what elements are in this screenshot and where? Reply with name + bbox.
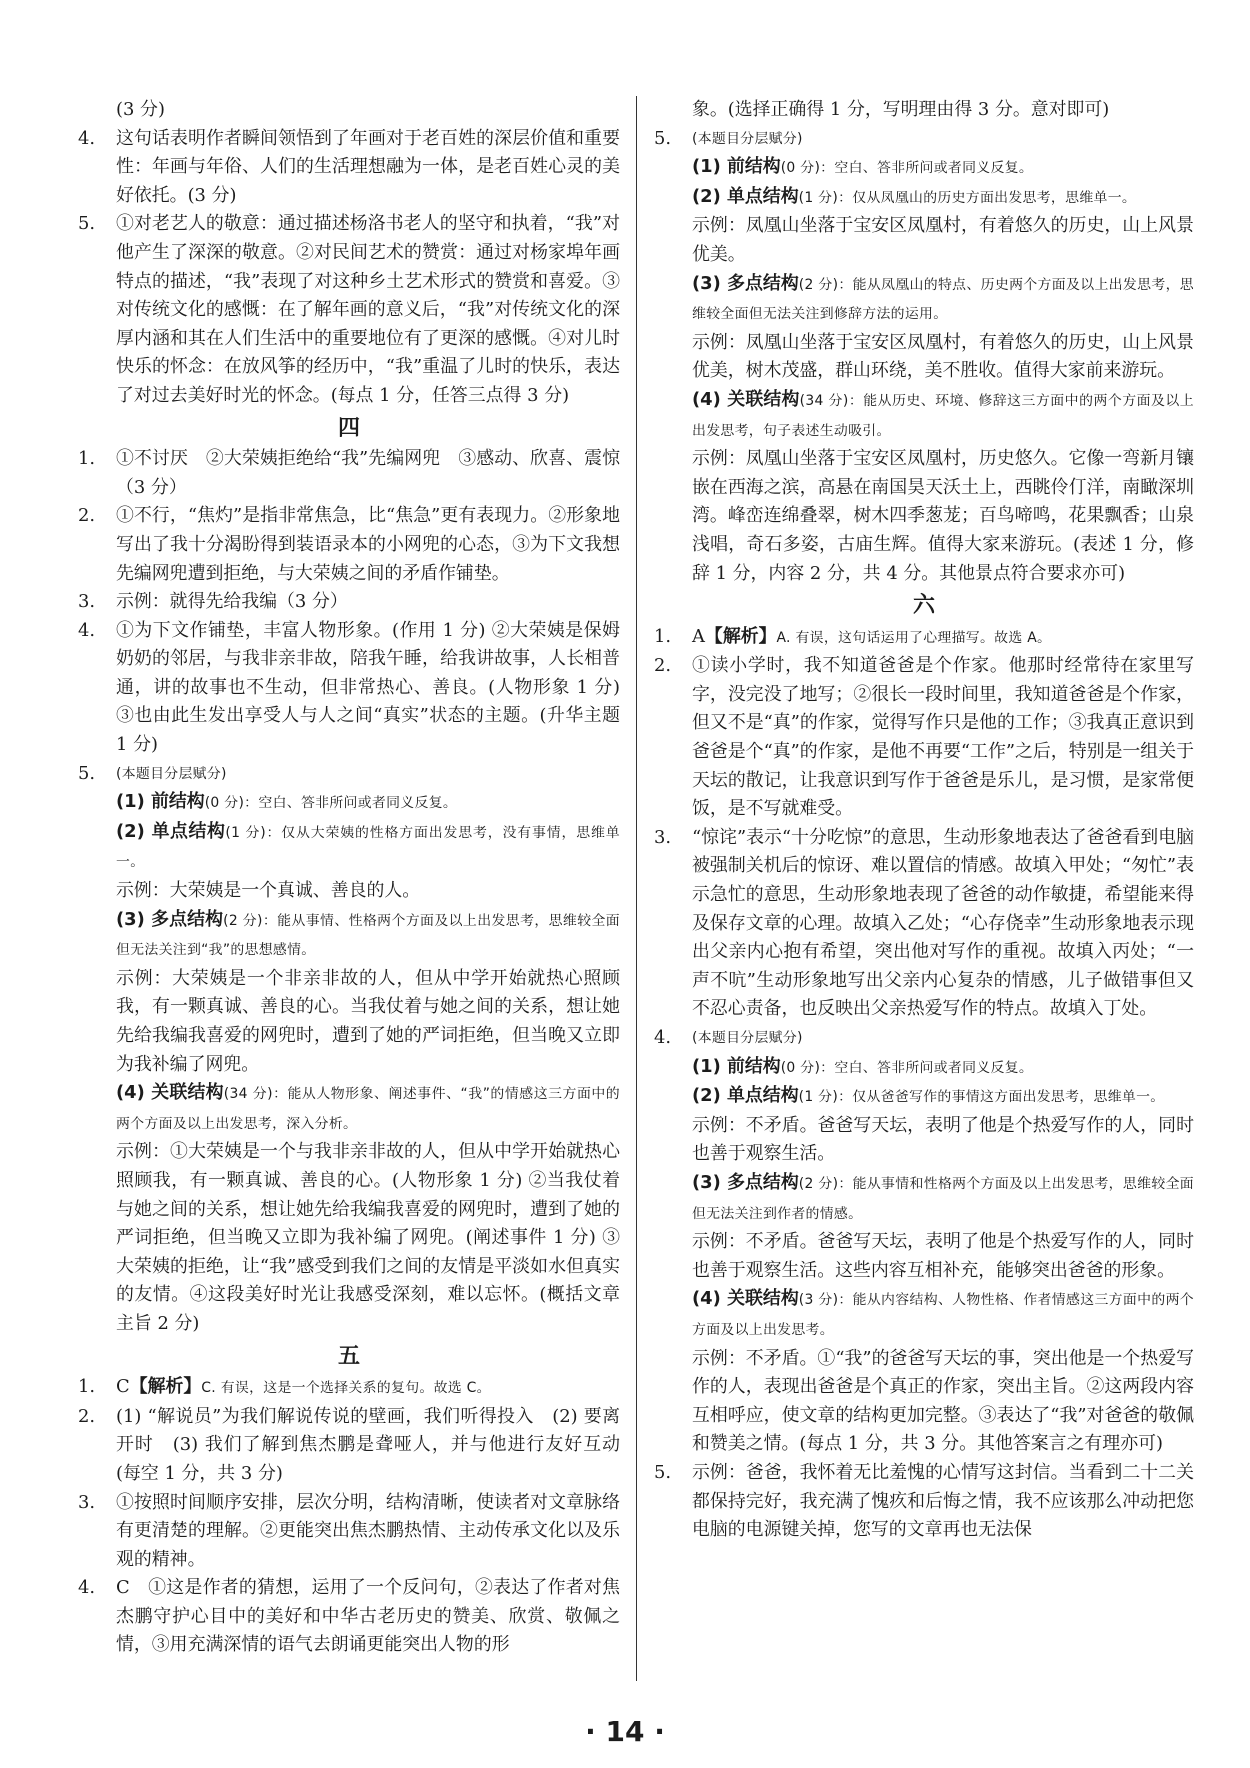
- item-number: 1.: [78, 1376, 96, 1398]
- answer-item: [654, 1024, 1194, 1053]
- item-text: ①不讨厌 ②大荣姨拒绝给“我”先编网兜 ③感动、欣喜、震惊（3 分）: [116, 448, 620, 498]
- rubric-level: [654, 1285, 1194, 1344]
- answer-item: [78, 1373, 620, 1403]
- answer-item: [78, 1489, 620, 1575]
- answer-item: [78, 1403, 638, 1489]
- answer-letter: C: [116, 1376, 130, 1398]
- rubric-level: [654, 1082, 1194, 1112]
- item-number: 4.: [78, 619, 96, 641]
- answer-item: [78, 617, 620, 760]
- answer-item: [78, 1574, 620, 1660]
- rubric-label: (3) 多点结构: [692, 1171, 799, 1193]
- rubric-text: (1 分)：仅从凤凰山的历史方面出发思考，思维单一。: [798, 189, 1137, 206]
- rubric-level: [654, 270, 1194, 329]
- item-text: 示例：爸爸，我怀着无比羞愧的心情写这封信。当看到二十二关都保持完好，我充满了愧疚和后悔之情，我不应该那么冲动把您电脑的电源键关掉，您写的文章再也无法保: [692, 1461, 1194, 1541]
- continued-text: 象。(选择正确得 1 分，写明理由得 3 分。意对即可): [692, 99, 1110, 120]
- rubric-example: 示例：①大荣姨是一个与我非亲非故的人，但从中学开始就热心照顾我，有一颗真诚、善良的心。(人物形象 1 分) ②当我仗着与她之间的关系，想让她先给我编我喜爱的网兜时，遭到了她的严词拒绝，但当晚又立即为我补编了网兜。(阐述事件 1 分) ③大荣姨的拒绝，让“我”感受到我们之间的友情是平淡如水但真实的友情。④这段美好时光让我感受深刻，难以忘怀。(概括文章主旨 2 分): [116, 1141, 620, 1334]
- rubric-text: (34 分)：能从人物形象、阐述事件、“我”的情感这三方面中的两个方面及以上出发思考，深入分析。: [116, 1086, 620, 1132]
- section-heading: 六: [912, 592, 935, 619]
- answer-item: [654, 1459, 1194, 1545]
- rubric-text: (2 分)：能从凤凰山的特点、历史两个方面及以上出发思考，思维较全面但无法关注到修辞方法的运用。: [692, 276, 1194, 323]
- item-text: 示例：就得先给我编（3 分）: [116, 591, 348, 613]
- item-text: C ①这是作者的猜想，运用了一个反问句，②表达了作者对焦杰鹏守护心目中的美好和中华古老历史的赞美、欣赏、敬佩之情，③用充满深情的语气去朗诵更能突出人物的形: [116, 1577, 620, 1656]
- item-number: 1.: [654, 625, 672, 647]
- item-text: (1) “解说员”为我们解说传说的壁画，我们听得投入 (2) 要离开时 (3) 我们了解到焦杰鹏是聋哑人，并与他进行友好互动 (每空 1 分，共 3 分): [116, 1405, 638, 1484]
- item-text: ①对老艺人的敬意：通过描述杨洛书老人的坚守和执着，“我”对他产生了深深的敬意。②对民间艺术的赞赏：通过对杨家埠年画特点的描述，“我”表现了对这种乡土艺术形式的赞赏和喜爱。③对传统文化的感慨：在了解年画的意义后，“我”对传统文化的深厚内涵和其在人们生活中的重要地位有了更深的感慨。④对儿时快乐的怀念：在放风筝的经历中，“我”重温了儿时的快乐，表达了对过去美好时光的怀念。(每点 1 分，任答三点得 3 分): [116, 213, 620, 406]
- rubric-text: (2 分)：能从事情和性格两个方面及以上出发思考，思维较全面但无法关注到作者的情感。: [692, 1175, 1194, 1222]
- rubric-level: [654, 183, 1194, 213]
- rubric-level: [654, 1169, 1194, 1228]
- rubric-level: [78, 1079, 620, 1138]
- rubric-text: (34 分)：能从历史、环境、修辞这三方面中的两个方面及以上出发思考，句子表述生动吸引。: [692, 392, 1194, 439]
- item-number: 3.: [78, 591, 96, 613]
- item-number: 4.: [654, 1027, 672, 1048]
- answer-item: [654, 652, 1194, 824]
- item-text: C. 有误，这是一个选择关系的复句。故选 C。: [201, 1380, 491, 1397]
- rubric-example: 示例：不矛盾。①“我”的爸爸写天坛的事，突出他是一个热爱写作的人，表现出爸爸是个真正的作家，突出主旨。②这两段内容互相呼应，使文章的结构更加完整。③表达了“我”对爸爸的敬佩和赞美之情。(每点 1 分，共 3 分。其他答案言之有理亦可): [692, 1347, 1194, 1455]
- section-heading: 四: [337, 414, 360, 441]
- item-number: 4.: [78, 127, 96, 149]
- rubric-label: (1) 前结构: [692, 156, 781, 178]
- rubric-example: 示例：大荣姨是一个非亲非故的人，但从中学开始就热心照顾我，有一颗真诚、善良的心。当我仗着与她之间的关系，想让她先给我编我喜爱的网兜时，遭到了她的严词拒绝，但当晚又立即为我补编了网兜。: [116, 967, 620, 1075]
- item-text: “惊诧”表示“十分吃惊”的意思，生动形象地表达了爸爸看到电脑被强制关机后的惊讶、难以置信的情感。故填入甲处；“匆忙”表示急忙的意思，生动形象地表现了爸爸的动作敏捷，希望能来得及保存文章的心理。故填入乙处；“心存侥幸”生动形象地表示现出父亲内心抱有希望，突出他对写作的重视。故填入丙处；“一声不吭”生动形象地写出父亲内心复杂的情感，儿子做错事但又不忍心责备，也反映出父亲热爱写作的特点。故填入丁处。: [692, 826, 1194, 1020]
- item-number: 4.: [78, 1577, 96, 1599]
- answer-item: [654, 824, 1194, 1024]
- rubric-level: [78, 788, 620, 818]
- item-text: (本题目分层赋分): [116, 765, 227, 782]
- rubric-level: [78, 818, 620, 877]
- left-column: [78, 96, 638, 1660]
- rubric-text: (3 分)：能从内容结构、人物性格、作者情感这三方面中的两个方面及以上出发思考。: [692, 1292, 1194, 1338]
- item-number: 5.: [654, 127, 672, 149]
- analysis-tag: 【解析】: [704, 625, 777, 647]
- rubric-text: (1 分)：仅从大荣姨的性格方面出发思考，没有事情，思维单一。: [116, 824, 620, 871]
- item-text: 这句话表明作者瞬间领悟到了年画对于老百姓的深层价值和重要性：年画与年俗、人们的生活理想融为一体，是老百姓心灵的美好依托。(3 分): [116, 127, 620, 206]
- analysis-tag: 【解析】: [129, 1376, 202, 1398]
- rubric-level: [654, 153, 1194, 183]
- answer-item: [78, 445, 620, 502]
- item-text: ①不行，“焦灼”是指非常焦急，比“焦急”更有表现力。②形象地写出了我十分渴盼得到装语录本的小网兜的心态，③为下文我想先编网兜遭到拒绝，与大荣姨之间的矛盾作铺垫。: [116, 505, 620, 584]
- answer-letter: A: [692, 625, 705, 647]
- answer-item: [654, 125, 1194, 154]
- answer-item: [78, 502, 620, 588]
- item-number: 2.: [78, 505, 96, 527]
- page-number: · 14 ·: [585, 1715, 665, 1748]
- rubric-label: (1) 前结构: [692, 1055, 781, 1077]
- rubric-example: 示例：大荣姨是一个真诚、善良的人。: [116, 880, 421, 902]
- right-column: [654, 96, 1194, 1545]
- rubric-level: [654, 1053, 1194, 1083]
- item-number: 2.: [654, 655, 672, 677]
- rubric-level: [78, 906, 620, 965]
- item-text: A. 有误，这句话运用了心理描写。故选 A。: [776, 629, 1052, 646]
- rubric-example: 示例：凤凰山坐落于宝安区凤凰村，历史悠久。它像一弯新月镶嵌在西海之滨，高悬在南国昊天沃土上，西眺伶仃洋，南瞰深圳湾。峰峦连绵叠翠，树木四季葱茏；百鸟啼鸣，花果飘香；山泉浅唱，奇石多姿，古庙生辉。值得大家来游玩。(表述 1 分，修辞 1 分，内容 2 分，共 4 分。其他景点符合要求亦可): [692, 448, 1194, 584]
- answer-item: [654, 623, 1194, 653]
- item-number: 5.: [654, 1461, 672, 1483]
- rubric-label: (3) 多点结构: [692, 272, 799, 294]
- rubric-label: (1) 前结构: [116, 791, 205, 813]
- answer-item: [78, 760, 620, 789]
- rubric-label: (4) 关联结构: [692, 388, 800, 410]
- rubric-text: (1 分)：仅从爸爸写作的事情这方面出发思考，思维单一。: [798, 1089, 1165, 1106]
- item-text: ①读小学时，我不知道爸爸是个作家。他那时经常待在家里写字，没完没了地写；②很长一段时间里，我知道爸爸是个作家，但又不是“真”的作家，觉得写作只是他的工作；③我真正意识到爸爸是个“真”的作家，是他不再要“工作”之后，特别是一组关于天坛的散记，让我意识到写作于爸爸是乐儿，是习惯，是家常便饭，是不写就难受。: [692, 655, 1194, 820]
- answer-item: [78, 210, 620, 410]
- rubric-text: (0 分)：空白、答非所问或者同义反复。: [780, 160, 1034, 177]
- answer-item: [78, 125, 620, 211]
- rubric-label: (2) 单点结构: [692, 1085, 799, 1107]
- rubric-example: 示例：不矛盾。爸爸写天坛，表明了他是个热爱写作的人，同时也善于观察生活。这些内容互相补充，能够突出爸爸的形象。: [692, 1231, 1194, 1281]
- section-heading: 五: [337, 1342, 360, 1369]
- rubric-level: [654, 386, 1194, 445]
- item-text: (本题目分层赋分): [692, 130, 803, 147]
- rubric-example: 示例：凤凰山坐落于宝安区凤凰村，有着悠久的历史，山上风景优美，树木茂盛，群山环绕，美不胜收。值得大家前来游玩。: [692, 331, 1194, 382]
- answer-item: [78, 588, 620, 617]
- rubric-label: (2) 单点结构: [116, 820, 226, 842]
- item-text: (本题目分层赋分): [692, 1030, 803, 1046]
- rubric-text: (2 分)：能从事情、性格两个方面及以上出发思考，思维较全面但无法关注到“我”的思想感情。: [116, 912, 620, 959]
- item-number: 5.: [78, 213, 96, 235]
- item-text: ①为下文作铺垫，丰富人物形象。(作用 1 分) ②大荣姨是保姆奶奶的邻居，与我非亲非故，陪我午睡，给我讲故事，人长相普通，讲的故事也不生动，但非常热心、善良。(人物形象 1 分) ③也由此生发出享受人与人之间“真实”状态的主题。(升华主题 1 分): [116, 619, 620, 756]
- score-note: (3 分): [116, 99, 165, 120]
- rubric-label: (4) 关联结构: [692, 1288, 799, 1310]
- item-number: 5.: [78, 762, 96, 784]
- rubric-text: (0 分)：空白、答非所问或者同义反复。: [780, 1059, 1034, 1076]
- item-number: 1.: [78, 448, 96, 470]
- rubric-label: (2) 单点结构: [692, 185, 799, 207]
- rubric-label: (3) 多点结构: [116, 908, 224, 930]
- rubric-label: (4) 关联结构: [116, 1082, 224, 1104]
- rubric-example: 示例：凤凰山坐落于宝安区凤凰村，有着悠久的历史，山上风景优美。: [692, 215, 1194, 265]
- item-number: 3.: [78, 1491, 96, 1513]
- rubric-text: (0 分)：空白、答非所问或者同义反复。: [204, 795, 458, 812]
- rubric-example: 示例：不矛盾。爸爸写天坛，表明了他是个热爱写作的人，同时也善于观察生活。: [692, 1114, 1194, 1165]
- item-number: 3.: [654, 826, 672, 848]
- item-number: 2.: [78, 1405, 96, 1427]
- item-text: ①按照时间顺序安排，层次分明，结构清晰，使读者对文章脉络有更清楚的理解。②更能突出焦杰鹏热情、主动传承文化以及乐观的精神。: [116, 1491, 620, 1570]
